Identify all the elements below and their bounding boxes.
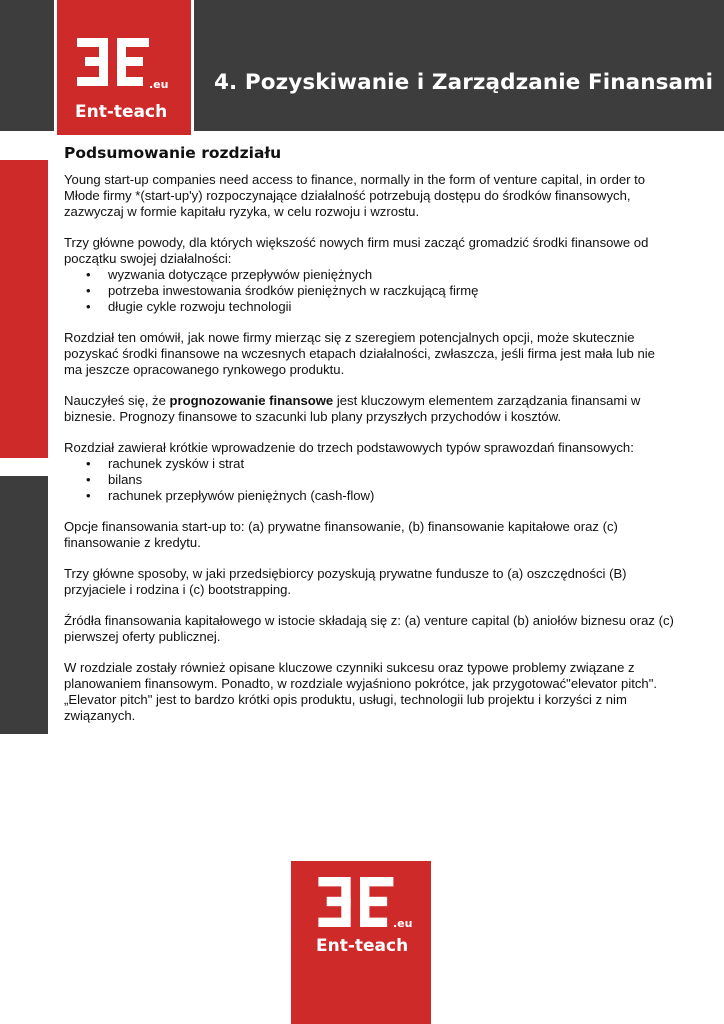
list-item: • rachunek przepływów pieniężnych (cash-flow) [86, 488, 674, 504]
paragraph-9: W rozdziale zostały również opisane kluczowe czynniki sukcesu oraz typowe problemy związane z planowaniem finansowym. Ponadto, w rozdziale wyjaśniono pokrótce, jak przygotować"elevator pitch". „Elevator pitch" jest to bardzo krótki opis produktu, usługi, technologii lub projektu i korzyści z nim związanych. [64, 660, 657, 723]
paragraph-6: Opcje finansowania start-up to: (a) prywatne finansowanie, (b) finansowanie kapitałowe oraz (c) finansowanie z kredytu. [64, 519, 618, 550]
paragraph-5-intro: Rozdział zawierał krótkie wprowadzenie do trzech podstawowych typów sprawozdań finansowych: [64, 440, 634, 455]
paragraph-4-before: Nauczyłeś się, że [64, 393, 170, 408]
paragraph-4 [64, 393, 674, 425]
paragraph-4-after: jest kluczowym elementem zarządzania finansami w biznesie. Prognozy finansowe to szacunki lub plany przyszłych przychodów i kosztów. [64, 393, 641, 424]
list-item: • wyzwania dotyczące przepływów pieniężnych [86, 267, 674, 283]
list-item: • rachunek zysków i strat [86, 456, 674, 472]
logo-domain-suffix: .eu [149, 78, 169, 91]
3e-logo-icon [77, 38, 155, 86]
bullet-list-reasons [86, 267, 674, 315]
paragraph-7: Trzy główne sposoby, w jaki przedsiębiorcy pozyskują prywatne fundusze to (a) oszczędności (B) przyjaciele i rodzina i (c) bootstrapping. [64, 566, 627, 597]
3e-logo-icon [318, 877, 400, 927]
bullet-list-statements [86, 456, 674, 504]
paragraph-1 [64, 172, 674, 220]
paragraph-3: Rozdział ten omówił, jak nowe firmy mierząc się z szeregiem potencjalnych opcji, może skutecznie pozyskać środki finansowe na wczesnych etapach działalności, zwłaszcza, jeśli firma jest mała lub nie ma jeszcze opracowanego rynkowego produktu. [64, 330, 655, 377]
paragraph-8: Źródła finansowania kapitałowego w istocie składają się z: (a) venture capital (b) aniołów biznesu oraz (c) pierwszej oferty publicznej. [64, 613, 674, 644]
chapter-title: 4. Pozyskiwanie i Zarządzanie Finansami [214, 70, 714, 95]
header-logo [54, 0, 194, 138]
section-title: Podsumowanie rozdziału [64, 144, 282, 162]
paragraph-1-rest: Młode firmy *(start-up'y) rozpoczynające działalność potrzebują dostępu do środków finansowych, zazwyczaj w formie kapitału ryzyka, w celu rozwoju i wzrostu. [64, 188, 631, 219]
logo-brand-text: Ent-teach [75, 102, 168, 122]
logo-domain-suffix: .eu [393, 917, 413, 930]
list-item: • długie cykle rozwoju technologii [86, 299, 674, 315]
paragraph-1-line-1: Young start-up companies need access to finance, normally in the form of venture capital, in order to [64, 172, 646, 187]
list-item: • potrzeba inwestowania środków pieniężnych w raczkującą firmę [86, 283, 674, 299]
logo-brand-text: Ent-teach [316, 936, 409, 956]
side-accent-dark [0, 476, 48, 734]
main-content [64, 143, 674, 739]
footer-logo [291, 861, 431, 1024]
paragraph-4-bold: prognozowanie finansowe [169, 393, 334, 408]
side-accent-red [0, 160, 48, 458]
list-item: • bilans [86, 472, 674, 488]
paragraph-2-intro: Trzy główne powody, dla których większość nowych firm musi zacząć gromadzić środki finansowe od początku swojej działalności: [64, 235, 649, 266]
